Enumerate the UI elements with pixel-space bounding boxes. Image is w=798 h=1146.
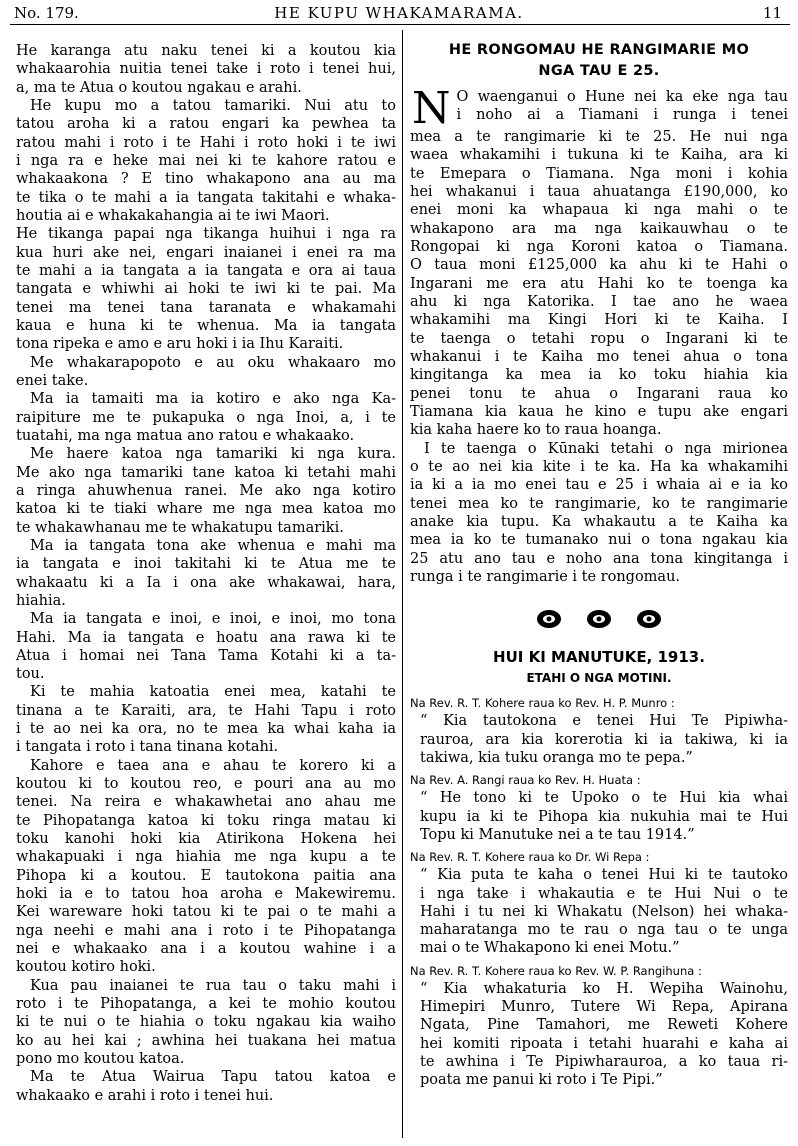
- motions-list: [410, 694, 788, 1090]
- text-line: kingitanga ka mea ia ko toku hiahia kia: [410, 367, 788, 384]
- text-line: te taenga o tetahi ropu o Ingarani ki te: [410, 330, 788, 347]
- motion-text-line: i nga take i whakautia e te Hui Nui o te: [420, 885, 788, 902]
- text-line: hoki ia e to tatou hoa aroha e Makewiremu.: [16, 886, 396, 903]
- column-divider: [402, 30, 403, 1138]
- text-line: whakaatu ki a Ia i ona ake whakawai, hara,: [16, 574, 396, 591]
- text-line: Tiamana kia kaua he kino e tupu ake engari: [410, 403, 788, 420]
- text-line: tenei ma tenei tana taranata e whakamahi: [16, 299, 396, 316]
- text-line: whakanui i te Kaiha mo tenei ahua o tona: [410, 348, 788, 365]
- article-title-line1: HE RONGOMAU HE RANGIMARIE MO: [448, 42, 750, 58]
- motion-movers: Na Rev. R. T. Kohere raua ko Rev. W. P. Rangihuna :: [410, 963, 702, 978]
- drop-line: i noho ai a Tiamani i runga i tenei: [456, 107, 788, 124]
- text-line: Me haere katoa nga tamariki ki nga kura.: [30, 446, 396, 463]
- text-line: houtia ai e whakakahangia ai te iwi Maori.: [16, 207, 330, 224]
- motion-text-line: mai o te Whakapono ki enei Motu.”: [420, 940, 680, 957]
- text-line: Ki te mahia katoatia enei mea, katahi te: [30, 684, 396, 701]
- text-line: whakamihi ma Kingi Hori ki te Kaiha. I: [410, 312, 788, 329]
- motion-text-line: “ Kia puta te kaha o tenei Hui ki te tautoko: [420, 867, 788, 884]
- motion-text-line: Himepiri Munro, Tutere Wi Repa, Apirana: [420, 999, 788, 1016]
- motion-movers: Na Rev. R. T. Kohere raua ko Rev. H. P. Munro :: [410, 696, 675, 711]
- issue-number: No. 179.: [14, 4, 79, 22]
- text-line: i nga ra e heke mai nei ki te kahore ratou e: [16, 152, 396, 169]
- text-line: 25 atu ano tau e noho ana tona kingitanga i: [410, 550, 788, 567]
- article-title-line2: NGA TAU E 25.: [538, 63, 660, 79]
- motion-text-line: poata me panui ki roto i Te Pipi.”: [420, 1072, 663, 1089]
- text-line: penei tonu te ahua o Ingarani raua ko: [410, 385, 788, 402]
- ornament-row: [410, 608, 788, 630]
- text-line: tenei. Na reira e whakawhetai ano ahau me: [16, 794, 396, 811]
- text-line: ratou mahi i roto i te Hahi i roto hoki i te iwi: [16, 134, 396, 151]
- text-line: He karanga atu naku tenei ki a koutou kia: [16, 43, 396, 59]
- text-line: tona ripeka e amo e aru hoki i ia Ihu Karaiti.: [16, 336, 344, 353]
- motion-text-line: Hahi i tu nei ki Whakatu (Nelson) hei whaka-: [420, 903, 788, 920]
- text-line: raipiture me te pukapuka o nga Inoi, a, i te: [16, 409, 396, 426]
- text-line: I te taenga o Kūnaki tetahi o nga mirionea: [424, 440, 788, 457]
- text-line: whakapono ara ma nga kaikauwhau o te: [410, 220, 788, 237]
- article-body: [410, 83, 788, 586]
- motion-text-line: te awhina i Te Pipiwharauroa, a ko taua ri-: [420, 1054, 788, 1071]
- text-line: Me ako nga tamariki tane katoa ki tetahi mahi: [16, 464, 396, 481]
- left-column: [16, 42, 396, 1105]
- text-line: Kua pau inaianei te rua tau o taku mahi i: [30, 977, 396, 994]
- page-header: [0, 0, 798, 26]
- motion-text-line: Topu ki Manutuke nei a te tau 1914.”: [420, 826, 695, 843]
- motion: [410, 771, 788, 844]
- text-line: whakaakona ? E tino whakapono ana au ma: [16, 171, 396, 188]
- text-line: Ingarani me era atu Hahi ko te toenga ka: [410, 275, 788, 292]
- motion: [410, 962, 788, 1090]
- text-line: Ma ia tangata e inoi, e inoi, e inoi, mo tona: [30, 611, 396, 628]
- text-line: mea a te rangimarie ki te 25. He nui nga: [410, 129, 788, 145]
- text-line: i tangata i roto i tana tinana kotahi.: [16, 739, 279, 756]
- text-line: Rongopai ki nga Koroni katoa o Tiamana.: [410, 238, 788, 255]
- text-line: roto i te Pihopatanga, a kei te mohio koutou: [16, 996, 396, 1013]
- text-line: te Emepara o Tiamana. Nga moni i kohia: [410, 165, 788, 182]
- text-line: Hahi. Ma ia tangata e hoatu ana rawa ki te: [16, 629, 396, 646]
- right-column: [410, 40, 788, 1090]
- text-line: te whakawhanau me te whakatupu tamariki.: [16, 519, 344, 536]
- motion-text-line: Ngata, Pine Tamahori, me Reweti Kohere: [420, 1017, 788, 1034]
- text-line: whakapuaki i nga hiahia me nga kupu a te: [16, 849, 396, 866]
- motion-text-line: “ He tono ki te Upoko o te Hui kia whai: [420, 790, 788, 807]
- text-line: pono mo koutou katoa.: [16, 1051, 185, 1068]
- text-line: Atua i homai nei Tana Tama Kotahi ki a ta-: [16, 647, 396, 664]
- hui-title: HUI KI MANUTUKE, 1913.: [493, 648, 705, 667]
- text-line: Kahore e taea ana e ahau te korero ki a: [30, 757, 396, 774]
- text-line: whakaarohia nuitia tenei take i roto i tenei hui,: [16, 61, 396, 78]
- text-line: enei take.: [16, 372, 89, 389]
- text-line: Ma te Atua Wairua Tapu tatou katoa e: [30, 1069, 396, 1086]
- text-line: O taua moni £125,000 ka ahu ki te Hahi o: [410, 257, 788, 274]
- text-line: tou.: [16, 666, 45, 683]
- text-line: hiahia.: [16, 592, 66, 609]
- text-line: tuatahi, ma nga matua ano ratou e whakaako.: [16, 427, 355, 444]
- fleuron-ornament-icon: [585, 608, 613, 630]
- text-line: tinana a te Karaiti, ara, te Hahi Tapu i roto: [16, 702, 396, 719]
- text-line: ahu ki nga Katorika. I tae ano he waea: [410, 293, 788, 310]
- text-line: Me whakarapopoto e au oku whakaaro mo: [30, 354, 396, 371]
- text-line: whakaako e arahi i roto i tenei hui.: [16, 1087, 274, 1104]
- motion-text-line: “ Kia whakaturia ko H. Wepiha Wainohu,: [420, 980, 788, 997]
- text-line: mea ia ko te tumanako nui o tona ngakau kia: [410, 532, 788, 549]
- text-line: enei moni ka whapaua ki nga mahi o te: [410, 202, 788, 219]
- text-line: Pihopa ki a koutou. E tautokona paitia ana: [16, 867, 396, 884]
- text-line: ki te nui o te hiahia o toku ngakau kia waiho: [16, 1014, 396, 1031]
- text-line: Ma ia tamaiti ma ia kotiro e ako nga Ka-: [30, 391, 396, 408]
- text-line: hei whakanui i taua ahuatanga £190,000, ko: [410, 183, 788, 200]
- text-line: i te ao nei ka ora, no te mea ka whai kaha ia: [16, 721, 396, 738]
- text-line: katoa ki te tiaki whare me nga mea katoa mo: [16, 501, 396, 518]
- text-line: anake kia tupu. Ka whakautu a te Kaiha ka: [410, 513, 788, 530]
- header-rule: [10, 24, 790, 25]
- text-line: tatou aroha ki a ratou engari ka pewhea ta: [16, 116, 396, 133]
- motion: [410, 848, 788, 958]
- motion-movers: Na Rev. R. T. Kohere raua ko Dr. Wi Repa :: [410, 850, 650, 865]
- hui-subtitle: ETAHI O NGA MOTINI.: [526, 671, 672, 686]
- text-line: ia tangata e inoi takitahi ki te Atua me te: [16, 556, 396, 573]
- motion-text-line: hei komiti ripoata i tetahi huarahi e kaha ai: [420, 1035, 788, 1052]
- text-line: tangata e whiwhi ai hoki te iwi ki te pai. Ma: [16, 281, 396, 298]
- drop-line: O waenganui o Hune nei ka eke nga tau: [456, 89, 788, 105]
- fleuron-ornament-icon: [635, 608, 663, 630]
- motion-movers: Na Rev. A. Rangi raua ko Rev. H. Huata :: [410, 773, 641, 788]
- fleuron-ornament-icon: [535, 608, 563, 630]
- text-line: nga neehi e mahi ana i roto i te Pihopatanga: [16, 922, 396, 939]
- text-line: a ringa ahuwhenua ranei. Me ako nga kotiro: [16, 482, 396, 499]
- motion-text-line: kupu ia ki te Pihopa kia nukuhia mai te Hui: [420, 808, 788, 825]
- text-line: ia ki a ia mo enei tau e 25 i whaia ai e ia ko: [410, 477, 788, 494]
- text-line: toku kanohi hoki kia Atirikona Hokena hei: [16, 831, 396, 848]
- text-line: runga i te rangimarie i te rongomau.: [410, 568, 681, 585]
- motion-text-line: “ Kia tautokona e tenei Hui Te Pipiwha-: [420, 713, 788, 730]
- page-number: 11: [762, 4, 782, 22]
- motion-text-line: maharatanga mo te rau o nga tau o te unga: [420, 922, 788, 939]
- drop-cap: N: [412, 83, 451, 134]
- text-line: nei e whakaako ana i a koutou wahine i a: [16, 941, 396, 958]
- text-line: te tika o te mahi a ia tangata takitahi e whaka-: [16, 189, 396, 206]
- text-line: kua huri ake nei, engari inaianei i enei ra ma: [16, 244, 396, 261]
- text-line: te Pihopatanga katoa ki toku ringa matau ki: [16, 812, 396, 829]
- text-line: Ma ia tangata tona ake whenua e mahi ma: [30, 537, 396, 554]
- text-line: kia kaha haere ko to raua hoanga.: [410, 422, 662, 439]
- text-line: te mahi a ia tangata a ia tangata e ora ai taua: [16, 262, 396, 279]
- text-line: koutou ki to koutou reo, e pouri ana au mo: [16, 776, 396, 793]
- text-line: He kupu mo a tatou tamariki. Nui atu to: [30, 97, 396, 114]
- text-line: waea whakamihi i tukuna ki te Kaiha, ara ki: [410, 147, 788, 164]
- text-line: koutou kotiro hoki.: [16, 959, 156, 976]
- text-line: tenei mea ko te rangimarie, ko te rangimarie: [410, 495, 788, 512]
- motion-text-line: rauroa, ara kia korerotia ki ia takiwa, ki ia: [420, 731, 788, 748]
- page-title: HE KUPU WHAKAMARAMA.: [274, 4, 524, 22]
- text-line: He tikanga papai nga tikanga huihui i nga ra: [16, 226, 396, 243]
- text-line: kaua e huna ki te whenua. Ma ia tangata: [16, 317, 396, 334]
- text-line: a, ma te Atua o koutou ngakau e arahi.: [16, 79, 302, 96]
- text-line: Kei wareware hoki tatou ki te pai o te mahi a: [16, 904, 396, 921]
- text-line: ko au hei kai ; awhina hei tuakana hei matua: [16, 1032, 396, 1049]
- text-line: o te ao nei kia kite i te ka. Ha ka whakamihi: [410, 458, 788, 475]
- motion-text-line: takiwa, kia tuku oranga mo te pepa.”: [420, 749, 693, 766]
- motion: [410, 694, 788, 767]
